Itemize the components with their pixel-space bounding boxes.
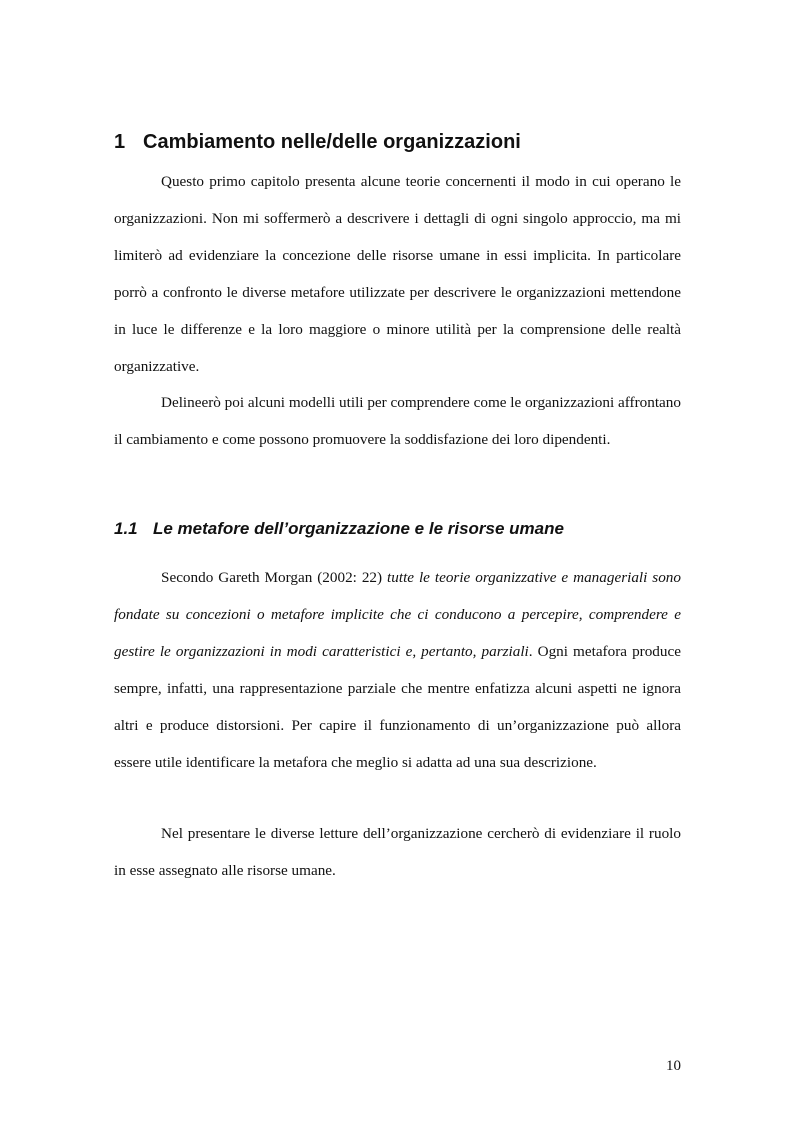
paragraph-morgan-intro: Secondo Gareth Morgan (2002: 22) <box>161 569 388 586</box>
section-heading <box>114 516 564 542</box>
chapter-number: 1 <box>114 131 126 153</box>
paragraph-human-resources: Nel presentare le diverse letture dell’organizzazione cercherò di evidenziare il ruolo in esse assegnato alle risorse umane. <box>114 825 681 879</box>
page-number: 10 <box>666 1058 681 1074</box>
paragraph-morgan-rest: . Ogni metafora produce sempre, infatti, una rappresentazione parziale che mentre enfatizza alcuni aspetti ne ignora altri e produce distorsioni. Per capire il funzionamento di un’organizzazione può allora essere utile identificare la metafora che meglio si adatta ad una sua descrizione. <box>114 643 681 771</box>
paragraph-models: Delineerò poi alcuni modelli utili per comprendere come le organizzazioni affrontano il cambiamento e come possono promuovere la soddisfazione dei loro dipendenti. <box>114 394 681 448</box>
chapter-title: Cambiamento nelle/delle organizzazioni <box>143 131 521 153</box>
chapter-heading <box>114 128 521 156</box>
section-title: Le metafore dell’organizzazione e le risorse umane <box>153 519 564 538</box>
paragraph-morgan <box>114 559 681 781</box>
morgan-quote: tutte le teorie organizzative e manageriali sono fondate su concezioni o metafore implicite che ci conducono a percepire, comprendere e gestire le organizzazioni in modi caratteristici e, pertanto, parziali <box>114 569 681 660</box>
section-number: 1.1 <box>114 519 138 538</box>
paragraph-intro: Questo primo capitolo presenta alcune teorie concernenti il modo in cui operano le organizzazioni. Non mi soffermerò a descrivere i dettagli di ogni singolo approccio, ma mi limiterò ad evidenziare la concezione delle risorse umane in essi implicita. In particolare porrò a confronto le diverse metafore utilizzate per descrivere le organizzazioni mettendone in luce le differenze e la loro maggiore o minore utilità per la comprensione delle realtà organizzative. <box>114 173 681 375</box>
